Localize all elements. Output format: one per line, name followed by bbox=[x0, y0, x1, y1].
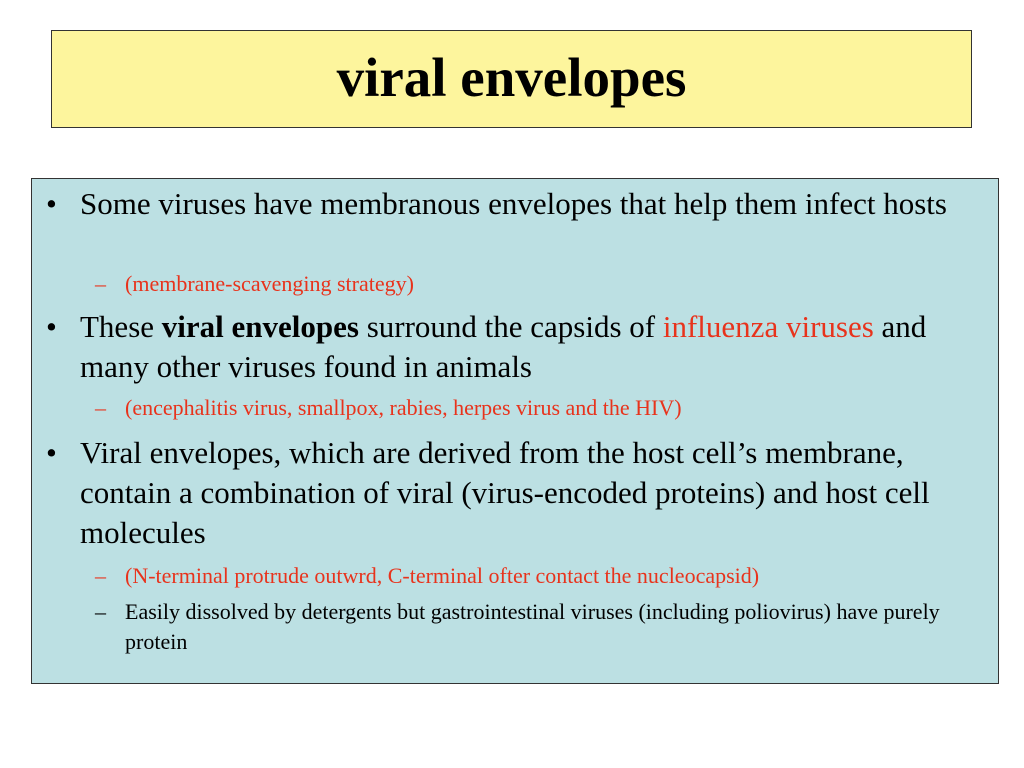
bullet-text-segment: surround the capsids of bbox=[358, 309, 663, 344]
bullet-marker: • bbox=[46, 309, 57, 344]
bold-term: viral envelopes bbox=[161, 309, 359, 344]
content-box bbox=[31, 178, 999, 684]
bullet-text bbox=[80, 307, 960, 387]
title-box bbox=[51, 30, 972, 128]
sub-bullet-marker: – bbox=[95, 563, 106, 588]
bullet-text-segment: These bbox=[80, 309, 162, 344]
sub-bullet-text: (N-terminal protrude outwrd, C-terminal ofter contact the nucleocapsid) bbox=[125, 563, 760, 588]
sub-bullet-text: (encephalitis virus, smallpox, rabies, herpes virus and the HIV) bbox=[125, 395, 682, 420]
sub-bullet-text: Easily dissolved by detergents but gastrointestinal viruses (including poliovirus) have purely protein bbox=[125, 599, 940, 654]
bullet-text-segment: and many other viruses found in animals bbox=[80, 309, 927, 384]
sub-bullet-marker: – bbox=[95, 395, 106, 420]
sub-bullet-marker: – bbox=[95, 599, 106, 624]
bullet-marker: • bbox=[46, 435, 57, 470]
sub-bullet-marker: – bbox=[95, 271, 106, 296]
bullet-text: Some viruses have membranous envelopes that help them infect hosts bbox=[80, 186, 947, 221]
bullet-text: Viral envelopes, which are derived from the host cell’s membrane, contain a combination of viral (virus-encoded proteins) and host cell molecules bbox=[80, 435, 930, 550]
bullet-marker: • bbox=[46, 186, 57, 221]
slide-title: viral envelopes bbox=[336, 46, 687, 108]
sub-bullet-text: (membrane-scavenging strategy) bbox=[125, 271, 414, 296]
highlighted-term: influenza viruses bbox=[662, 309, 874, 344]
